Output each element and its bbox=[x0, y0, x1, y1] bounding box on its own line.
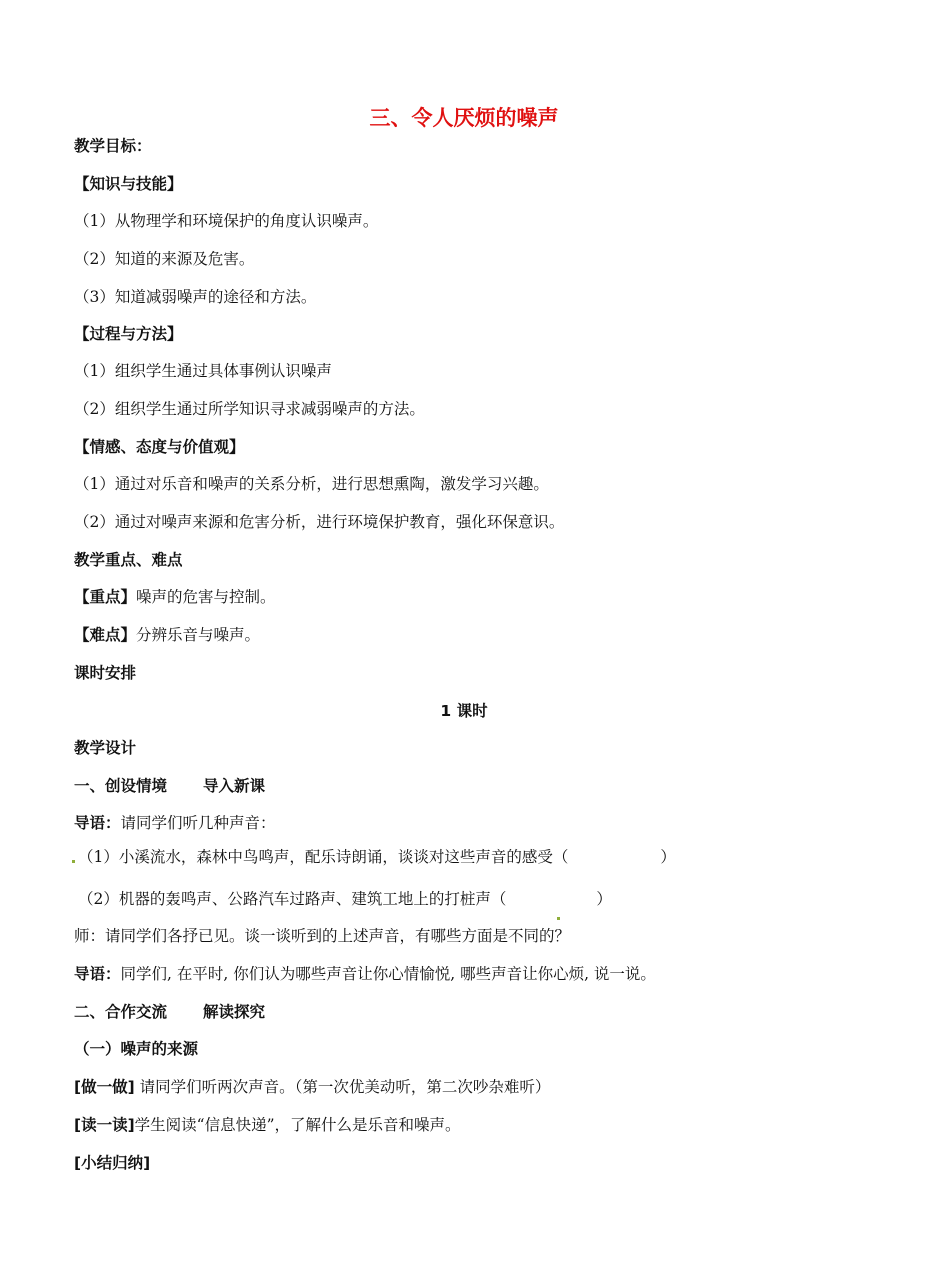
emotion-item-2: （2）通过对噪声来源和危害分析，进行环境保护教育，强化环保意识。 bbox=[74, 513, 565, 531]
objectives-heading: 教学目标： bbox=[74, 137, 152, 155]
emotion-item-1: （1）通过对乐音和噪声的关系分析，进行思想熏陶，激发学习兴趣。 bbox=[74, 475, 549, 493]
process-item-1: （1）组织学生通过具体事例认识噪声 bbox=[74, 362, 332, 380]
difficult-point-line bbox=[74, 625, 260, 645]
knowledge-heading: 【知识与技能】 bbox=[74, 175, 183, 193]
section-2-heading bbox=[74, 1002, 265, 1022]
subsection-1-heading: （一）噪声的来源 bbox=[74, 1040, 199, 1058]
knowledge-item-3: （3）知道减弱噪声的途径和方法。 bbox=[74, 288, 317, 306]
listening-item-2-close: ） bbox=[596, 890, 612, 908]
key-point-text: 噪声的危害与控制。 bbox=[136, 588, 276, 606]
section-2-title: 二、合作交流 bbox=[74, 1003, 168, 1021]
key-point-line bbox=[74, 587, 276, 607]
process-heading: 【过程与方法】 bbox=[74, 325, 183, 343]
read-activity-line bbox=[74, 1115, 461, 1135]
process-item-2: （2）组织学生通过所学知识寻求减弱噪声的方法。 bbox=[74, 400, 425, 418]
intro-2-text: 同学们, 在平时, 你们认为哪些声音让你心情愉悦, 哪些声音让你心烦, 说一说。 bbox=[120, 965, 656, 983]
read-activity-text: 学生阅读“信息快递”，了解什么是乐音和噪声。 bbox=[134, 1116, 461, 1134]
knowledge-item-2: （2）知道的来源及危害。 bbox=[74, 250, 255, 268]
teacher-line: 师：请同学们各抒已见。谈一谈听到的上述声音，有哪些方面是不同的？ bbox=[74, 927, 571, 945]
difficult-point-label: 【难点】 bbox=[74, 626, 137, 644]
key-point-label: 【重点】 bbox=[74, 588, 137, 606]
section-1-title: 一、创设情境 bbox=[74, 777, 168, 795]
intro-2-label: 导语： bbox=[74, 965, 121, 983]
intro-2-line bbox=[74, 964, 656, 984]
intro-line bbox=[74, 813, 276, 833]
listening-item-2-text: （2）机器的轰鸣声、公路汽车过路声、建筑工地上的打桩声（ bbox=[78, 890, 507, 908]
listening-item-1-text: （1）小溪流水，森林中鸟鸣声，配乐诗朗诵，谈谈对这些声音的感受（ bbox=[78, 848, 569, 866]
read-activity-label: [读一读] bbox=[74, 1116, 135, 1134]
key-points-heading: 教学重点、难点 bbox=[74, 551, 183, 569]
section-1-heading bbox=[74, 776, 265, 796]
section-1-subtitle: 导入新课 bbox=[203, 777, 266, 795]
summary-label: [小结归纳] bbox=[74, 1154, 151, 1172]
emotion-heading: 【情感、态度与价值观】 bbox=[74, 438, 245, 456]
do-activity-line bbox=[74, 1077, 550, 1097]
listening-item-1-close: ） bbox=[660, 848, 676, 866]
do-activity-text: 请同学们听两次声音。（第一次优美动听，第二次吵杂难听） bbox=[139, 1078, 551, 1096]
design-heading: 教学设计 bbox=[74, 739, 137, 757]
do-activity-label: [做一做] bbox=[74, 1078, 135, 1096]
listening-item-2 bbox=[78, 889, 612, 909]
intro-text: 请同学们听几种声音： bbox=[120, 814, 276, 832]
document-title: 三、令人厌烦的噪声 bbox=[369, 106, 559, 130]
difficult-point-text: 分辨乐音与噪声。 bbox=[136, 626, 261, 644]
schedule-heading: 课时安排 bbox=[74, 664, 137, 682]
knowledge-item-1: （1）从物理学和环境保护的角度认识噪声。 bbox=[74, 212, 379, 230]
section-2-subtitle: 解读探究 bbox=[203, 1003, 266, 1021]
listening-item-1 bbox=[78, 847, 676, 867]
blank-mark bbox=[557, 917, 560, 920]
schedule-hours: 1 课时 bbox=[440, 702, 488, 720]
intro-label: 导语： bbox=[74, 814, 121, 832]
margin-mark bbox=[72, 860, 75, 863]
